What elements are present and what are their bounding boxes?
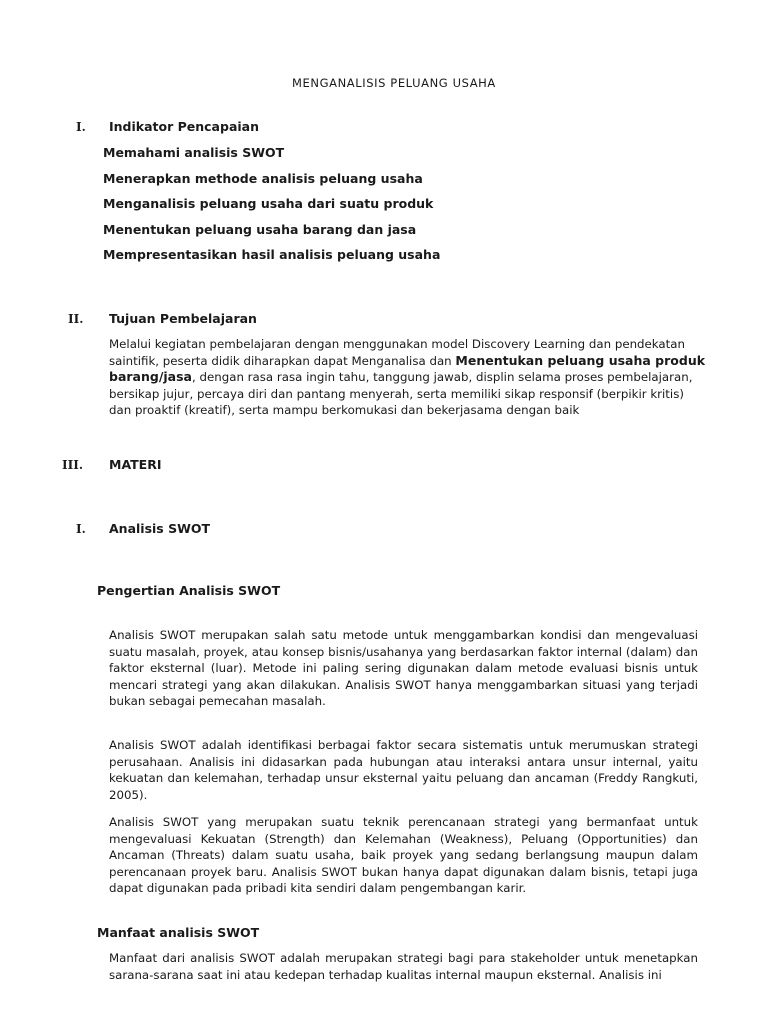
section-heading-materi: MATERI	[109, 457, 162, 472]
manfaat-heading: Manfaat analisis SWOT	[97, 925, 260, 940]
indicator-item: Mempresentasikan hasil analisis peluang usaha	[103, 247, 441, 262]
tujuan-bold-phrase: Menentukan peluang usaha produk barang/jasa	[109, 352, 706, 384]
pengertian-paragraph-2: Analisis SWOT adalah identifikasi berbagai faktor secara sistematis untuk merumuskan strategi perusahaan. Analisis ini didasarkan pada hubungan atau interaksi antara unsur internal, yaitu kekuatan dan kelemahan, terhadap unsur eksternal yaitu peluang dan ancaman (Freddy Rangkuti, 2005).	[109, 738, 698, 802]
subsection-heading-swot: Analisis SWOT	[109, 521, 211, 536]
pengertian-paragraph-1: Analisis SWOT merupakan salah satu metode untuk menggambarkan kondisi dan mengevaluasi suatu masalah, proyek, atau konsep bisnis/usahanya yang berdasarkan faktor internal (dalam) dan faktor eksternal (luar). Metode ini paling sering digunakan dalam metode evaluasi bisnis untuk mencari strategi yang akan dilakukan. Analisis SWOT hanya menggambarkan situasi yang terjadi bukan sebagai pemecahan masalah.	[109, 628, 698, 708]
pengertian-paragraph-3: Analisis SWOT yang merupakan suatu teknik perencanaan strategi yang bermanfaat untuk mengevaluasi Kekuatan (Strength) dan Kelemahan (Weakness), Peluang (Opportunities) dan Ancaman (Threats) dalam suatu usaha, baik proyek yang sedang berlangsung maupun dalam perencanaan proyek baru. Analisis SWOT bukan hanya dapat digunakan dalam bisnis, tetapi juga dapat digunakan pada pribadi kita sendiri dalam pengembangan karir.	[109, 815, 698, 895]
indicator-item: Menentukan peluang usaha barang dan jasa	[103, 222, 417, 237]
indicator-item: Menerapkan methode analisis peluang usaha	[103, 171, 423, 186]
section-number-1: I.	[76, 120, 86, 134]
pengertian-heading: Pengertian Analisis SWOT	[97, 583, 281, 598]
indicator-item: Menganalisis peluang usaha dari suatu produk	[103, 196, 434, 211]
section-heading-tujuan: Tujuan Pembelajaran	[109, 311, 257, 326]
section-heading-indikator: Indikator Pencapaian	[109, 119, 259, 134]
manfaat-paragraph: Manfaat dari analisis SWOT adalah merupakan strategi bagi para stakeholder untuk menetapkan sarana-sarana saat ini atau kedepan terhadap kualitas internal maupun eksternal. Analisis ini	[109, 951, 698, 982]
tujuan-paragraph: Melalui kegiatan pembelajaran dengan menggunakan model Discovery Learning dan pendekatan saintifik, peserta didik diharapkan dapat Menganalisa dan Menentukan peluang usaha produk barang/jasa, dengan rasa rasa ingin tahu, tanggung jawab, displin selama proses pembelajaran, bersikap jujur, percaya diri dan pantang menyerah, serta memiliki sikap responsif (berpikir kritis) dan proaktif (kreatif), serta mampu berkomukasi dan bekerjasama dengan baik	[109, 337, 706, 417]
indicator-item: Memahami analisis SWOT	[103, 145, 285, 160]
section-number-3: III.	[62, 458, 84, 472]
section-number-2: II.	[68, 312, 84, 326]
subsection-number: I.	[76, 522, 86, 536]
document-title: MENGANALISIS PELUANG USAHA	[292, 76, 496, 90]
